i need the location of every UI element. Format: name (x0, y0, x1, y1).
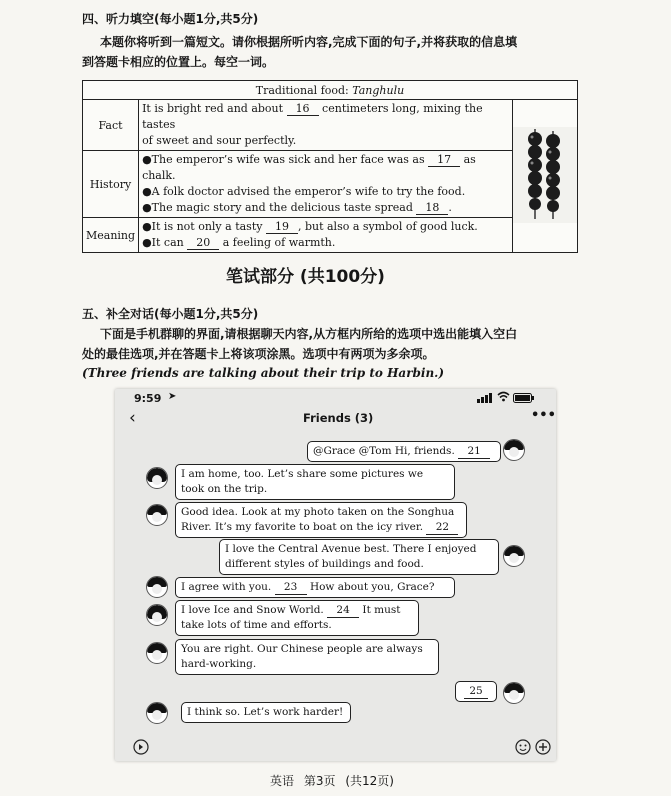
avatar (146, 702, 168, 724)
wifi-icon (497, 391, 510, 405)
blank-18: 18 (416, 201, 448, 215)
footer-page: 第3页 (303, 774, 336, 788)
part4-instruction-line1: 本题你将听到一篇短文。请你根据所听内容,完成下面的句子,并将获取的信息填 (100, 35, 518, 49)
blank-17: 17 (428, 153, 460, 167)
page-footer (270, 772, 394, 789)
chat-title: Friends (3) (303, 411, 374, 425)
footer-total: (共12页) (345, 774, 394, 788)
part5-heading: 五、补全对话(每小题1分,共5分) (82, 307, 259, 321)
fact-cell: It is bright red and about 16 centimeters long, mixing the tastes of sweet and sour perfectly. (139, 100, 513, 151)
status-time: 9:59 (134, 392, 162, 405)
table-title: Traditional food: Tanghulu (83, 81, 578, 100)
avatar (146, 576, 168, 598)
emoji-icon[interactable] (515, 739, 531, 759)
phone-chat-screen (115, 389, 556, 761)
part4-heading: 四、听力填空(每小题1分,共5分) (82, 12, 259, 26)
blank-24: 24 (327, 604, 359, 618)
add-icon[interactable] (535, 739, 551, 759)
blank-22: 22 (426, 521, 458, 535)
status-bar (115, 389, 556, 408)
blank-19: 19 (266, 220, 298, 234)
blank-21: 21 (458, 445, 490, 459)
tanghulu-table (82, 80, 578, 253)
chat-header (115, 408, 556, 430)
tanghulu-image (513, 100, 578, 253)
blank-20: 20 (187, 236, 219, 250)
avatar (503, 545, 525, 567)
part4-instruction-line2: 到答题卡相应的位置上。每空一词。 (82, 55, 275, 69)
part5-instruction-line1: 下面是手机群聊的界面,请根据聊天内容,从方框内所给的选项中选出能填入空白 (100, 327, 518, 341)
avatar (503, 682, 525, 704)
battery-icon (513, 393, 535, 406)
avatar (503, 439, 525, 461)
more-options-icon[interactable]: ••• (531, 408, 556, 423)
message-bubble: @Grace @Tom Hi, friends. 21 (307, 441, 501, 462)
message-bubble: I am home, too. Let’s share some pictures we took on the trip. (175, 464, 455, 500)
message-bubble: I love the Central Avenue best. There I enjoyed different styles of buildings and food. (219, 539, 499, 575)
message-bubble: I agree with you. 23 How about you, Grace? (175, 577, 455, 598)
message-bubble: I love Ice and Snow World. 24 It must take lots of time and efforts. (175, 600, 419, 636)
location-arrow-icon: ➤ (168, 391, 177, 402)
blank-16: 16 (287, 102, 319, 116)
blank-25: 25 (464, 685, 488, 699)
avatar (146, 504, 168, 526)
message-bubble: I think so. Let’s work harder! (181, 702, 351, 723)
avatar (146, 642, 168, 664)
part5-instruction-line2: 处的最佳选项,并在答题卡上将该项涂黑。选项中有两项为多余项。 (82, 347, 435, 361)
message-bubble (455, 681, 497, 702)
avatar (146, 467, 168, 489)
back-button[interactable]: ‹ (129, 408, 136, 428)
voice-icon[interactable] (133, 739, 149, 759)
blank-23: 23 (275, 581, 307, 595)
tanghulu-picture (513, 127, 577, 223)
message-bubble: Good idea. Look at my photo taken on the Songhua River. It’s my favorite to boat on the icy river. 22 (175, 502, 467, 538)
meaning-label: Meaning (83, 218, 139, 253)
signal-icon (477, 393, 493, 406)
meaning-cell: ●It is not only a tasty 19 , but also a symbol of good luck. ●It can 20 a feeling of warmth. (139, 218, 513, 253)
table-title-food: Tanghulu (352, 83, 405, 97)
footer-subject: 英语 (270, 774, 295, 788)
part5-context: (Three friends are talking about their trip to Harbin.) (82, 366, 445, 380)
fact-label: Fact (83, 100, 139, 151)
message-bubble: You are right. Our Chinese people are always hard-working. (175, 639, 439, 675)
history-cell: ●The emperor’s wife was sick and her face was as 17 as chalk. ●A folk doctor advised the emperor’s wife to try the food. ●The magic story and the delicious taste spread 18 . (139, 151, 513, 218)
written-part-title: 笔试部分 (共100分) (226, 267, 385, 287)
avatar (146, 604, 168, 626)
history-label: History (83, 151, 139, 218)
chat-input-bar (115, 736, 556, 761)
